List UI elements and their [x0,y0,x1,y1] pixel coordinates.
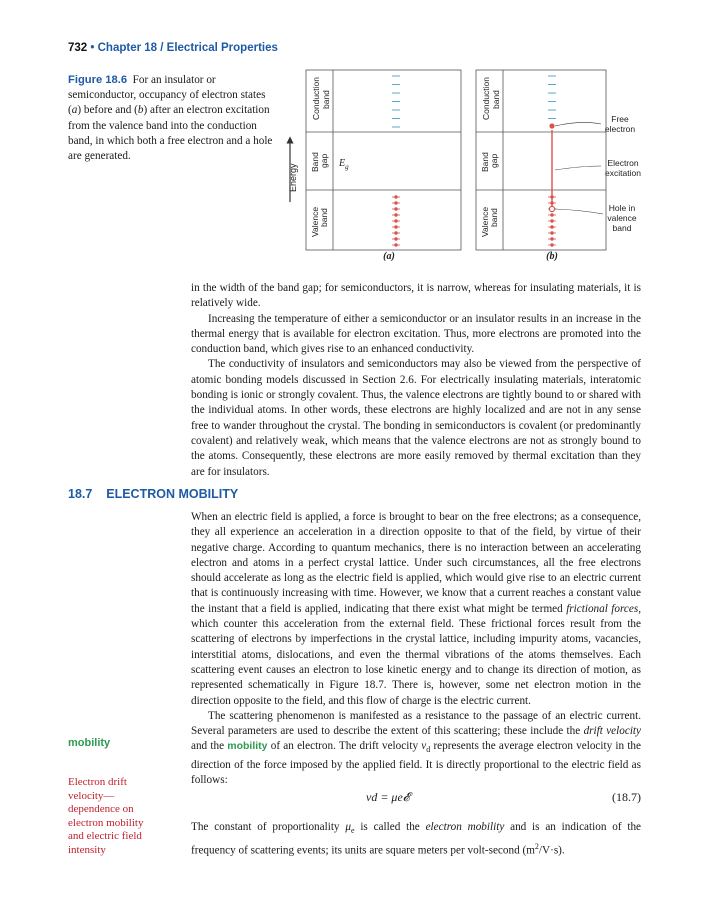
hole-marker [549,206,554,211]
paragraph-temperature: Increasing the temperature of either a semiconductor or an insulator results in an increase in the thermal energy that is available for electron excitation. Thus, more electrons are promoted into the conduction band, which gives rise to an enhanced conductivity. [191,312,641,356]
caption-text-5: ) after an electron excitation from the valence band into the conduction band, in which both a free electron and a hole are generated. [68,104,273,163]
figure-label: Figure 18.6 [68,74,128,86]
electron-dot [394,207,397,210]
electron-dot [394,213,397,216]
panel-b-conduction-label-1: Conduction [481,76,491,120]
hole-leader [555,209,603,214]
paragraph-scattering: The scattering phenomenon is manifested as a resistance to the passage of an electric current. Several parameters are used to describe the extent of this scattering; these include the drift velocity and the mobility of an electron. The drift velocity $v_d$ represents the average electron velocity in the direction of the force imposed by the applied field. It is directly proportional to the electric field as follows: [191,709,641,787]
hole-label-1: Hole in [608,203,636,213]
section-text-block [191,510,641,789]
chapter-label: Chapter 18 [97,42,158,54]
section-heading [68,487,238,501]
chapter-title: Electrical Properties [166,42,278,54]
panel-a-conduction-label-1: Conduction [311,76,321,120]
panel-b [476,70,641,262]
electron-dot [550,243,553,246]
term-mobility: mobility [227,740,268,753]
paragraph-mobility-definition: The constant of proportionality $\mu_e$ is called the electron mobility and is an indication of the frequency of scattering events; its units are square meters per volt-second $(m^2/V\cdot s)$. [191,821,642,857]
panel-a-conduction-label-2: band [321,90,331,109]
free-electron-label-1: Free [611,114,629,124]
panel-a-valence-label-1: Valence [310,206,320,237]
panel-a-gap-label-2: gap [319,153,329,168]
electron-dot [550,213,553,216]
panel-a-label: (a) [383,251,395,262]
free-electron-dot [549,123,554,128]
free-electron-label-2: electron [604,124,636,134]
electron-dot [394,219,397,222]
panel-a [306,70,461,262]
free-electron-leader [555,122,601,126]
section-number: 18.7 [68,487,93,501]
equation-formula: vd = μe𝓔 [366,790,410,804]
page-number: 732 [68,42,88,54]
section-title: ELECTRON MOBILITY [106,487,239,501]
panel-b-gap-label-1: Band [480,152,490,172]
equation-18-7 [191,790,641,810]
electron-dot [394,231,397,234]
caption-text-1: For an insulator or semiconductor, occupancy of electron states ( [68,74,266,117]
excitation-label-2: excitation [605,168,641,178]
electron-dot [394,201,397,204]
electron-dot [394,225,397,228]
electron-dot [550,219,553,222]
electron-dot [550,225,553,228]
panel-b-conduction-label-2: band [491,90,501,109]
panel-a-empty-states [392,76,400,127]
panel-b-valence-label-2: band [489,208,499,227]
caption-text-2: a [71,104,78,117]
excitation-leader [555,166,601,170]
panel-b-label: (b) [546,251,558,262]
hole-label-3: band [612,223,632,233]
energy-axis-label: Energy [288,163,298,192]
body-text-block [191,281,641,480]
margin-term-mobility: mobility [68,737,111,749]
panel-a-gap-label-1: Band [310,152,320,172]
caption-text-4: b [137,104,144,117]
equation-number: (18.7) [612,790,641,804]
margin-note-drift-velocity: Electron drift velocity— dependence on electron mobility and electric field intensity [68,776,144,856]
figure-caption [68,73,274,164]
electron-dot [550,231,553,234]
paragraph-band-gap: in the width of the band gap; for semiconductors, it is narrow, whereas for insulating materials, it is relatively wide. [191,282,641,310]
paragraph-bonding: The conductivity of insulators and semiconductors may also be viewed from the perspective of atomic bonding models discussed in Section 2.6. For electrically insulating materials, interatomic bonding is ionic or strongly covalent. Thus, the valence electrons are tightly bound to or shared with the individual atoms. In other words, these electrons are highly localized and are not in any sense free to wander throughout the crystal. The bonding in semiconductors is covalent (or predominantly covalent) and relatively weak, which means that the valence electrons are not as strongly bound to the atoms. Consequently, these electrons are more easily removed by thermal excitation than they are for insulators. [191,358,641,478]
running-header [68,42,278,54]
panel-b-gap-label-2: gap [489,153,499,168]
excitation-label-1: Electron [607,158,639,168]
caption-text-3: ) before and ( [77,104,138,117]
panel-a-eg: $E_g$ [339,158,349,171]
electron-dot [550,237,553,240]
electron-dot [394,195,397,198]
band-diagram [276,62,646,262]
electron-dot [394,243,397,246]
header-separator: • [90,42,95,54]
paragraph-electric-field: When an electric field is applied, a force is brought to bear on the free electrons; as a consequence, they all experience an acceleration in a direction opposite to that of the field, by virtue of their negative charge. According to quantum mechanics, there is no interaction between an accelerating electron and atoms in a perfect crystal lattice. Under such circumstances, all the free electrons should accelerate as long as the electric field is applied, which would give rise to an electric current that is continuously increasing with time. However, we know that a current reaches a constant value the instant that a field is applied, indicating that there exist what might be termed frictional forces, which counter this acceleration from the external field. These frictional forces result from the scattering of electrons by imperfections in the crystal lattice, including impurity atoms, vacancies, interstitial atoms, dislocations, and even the thermal vibrations of the atoms themselves. Each scattering event causes an electron to lose kinetic energy and to change its direction of motion, as represented schematically in Figure 18.7. There is, however, some net electron motion in the direction opposite to the field, and this flow of charge is the electric current. [191,511,642,707]
hole-label-2: valence [607,213,637,223]
panel-a-valence-label-2: band [319,208,329,227]
electron-dot [394,237,397,240]
header-slash: / [160,42,164,54]
panel-b-empty-states [548,76,556,119]
panel-b-valence-label-1: Valence [480,206,490,237]
panel-a-filled-states [392,195,400,246]
